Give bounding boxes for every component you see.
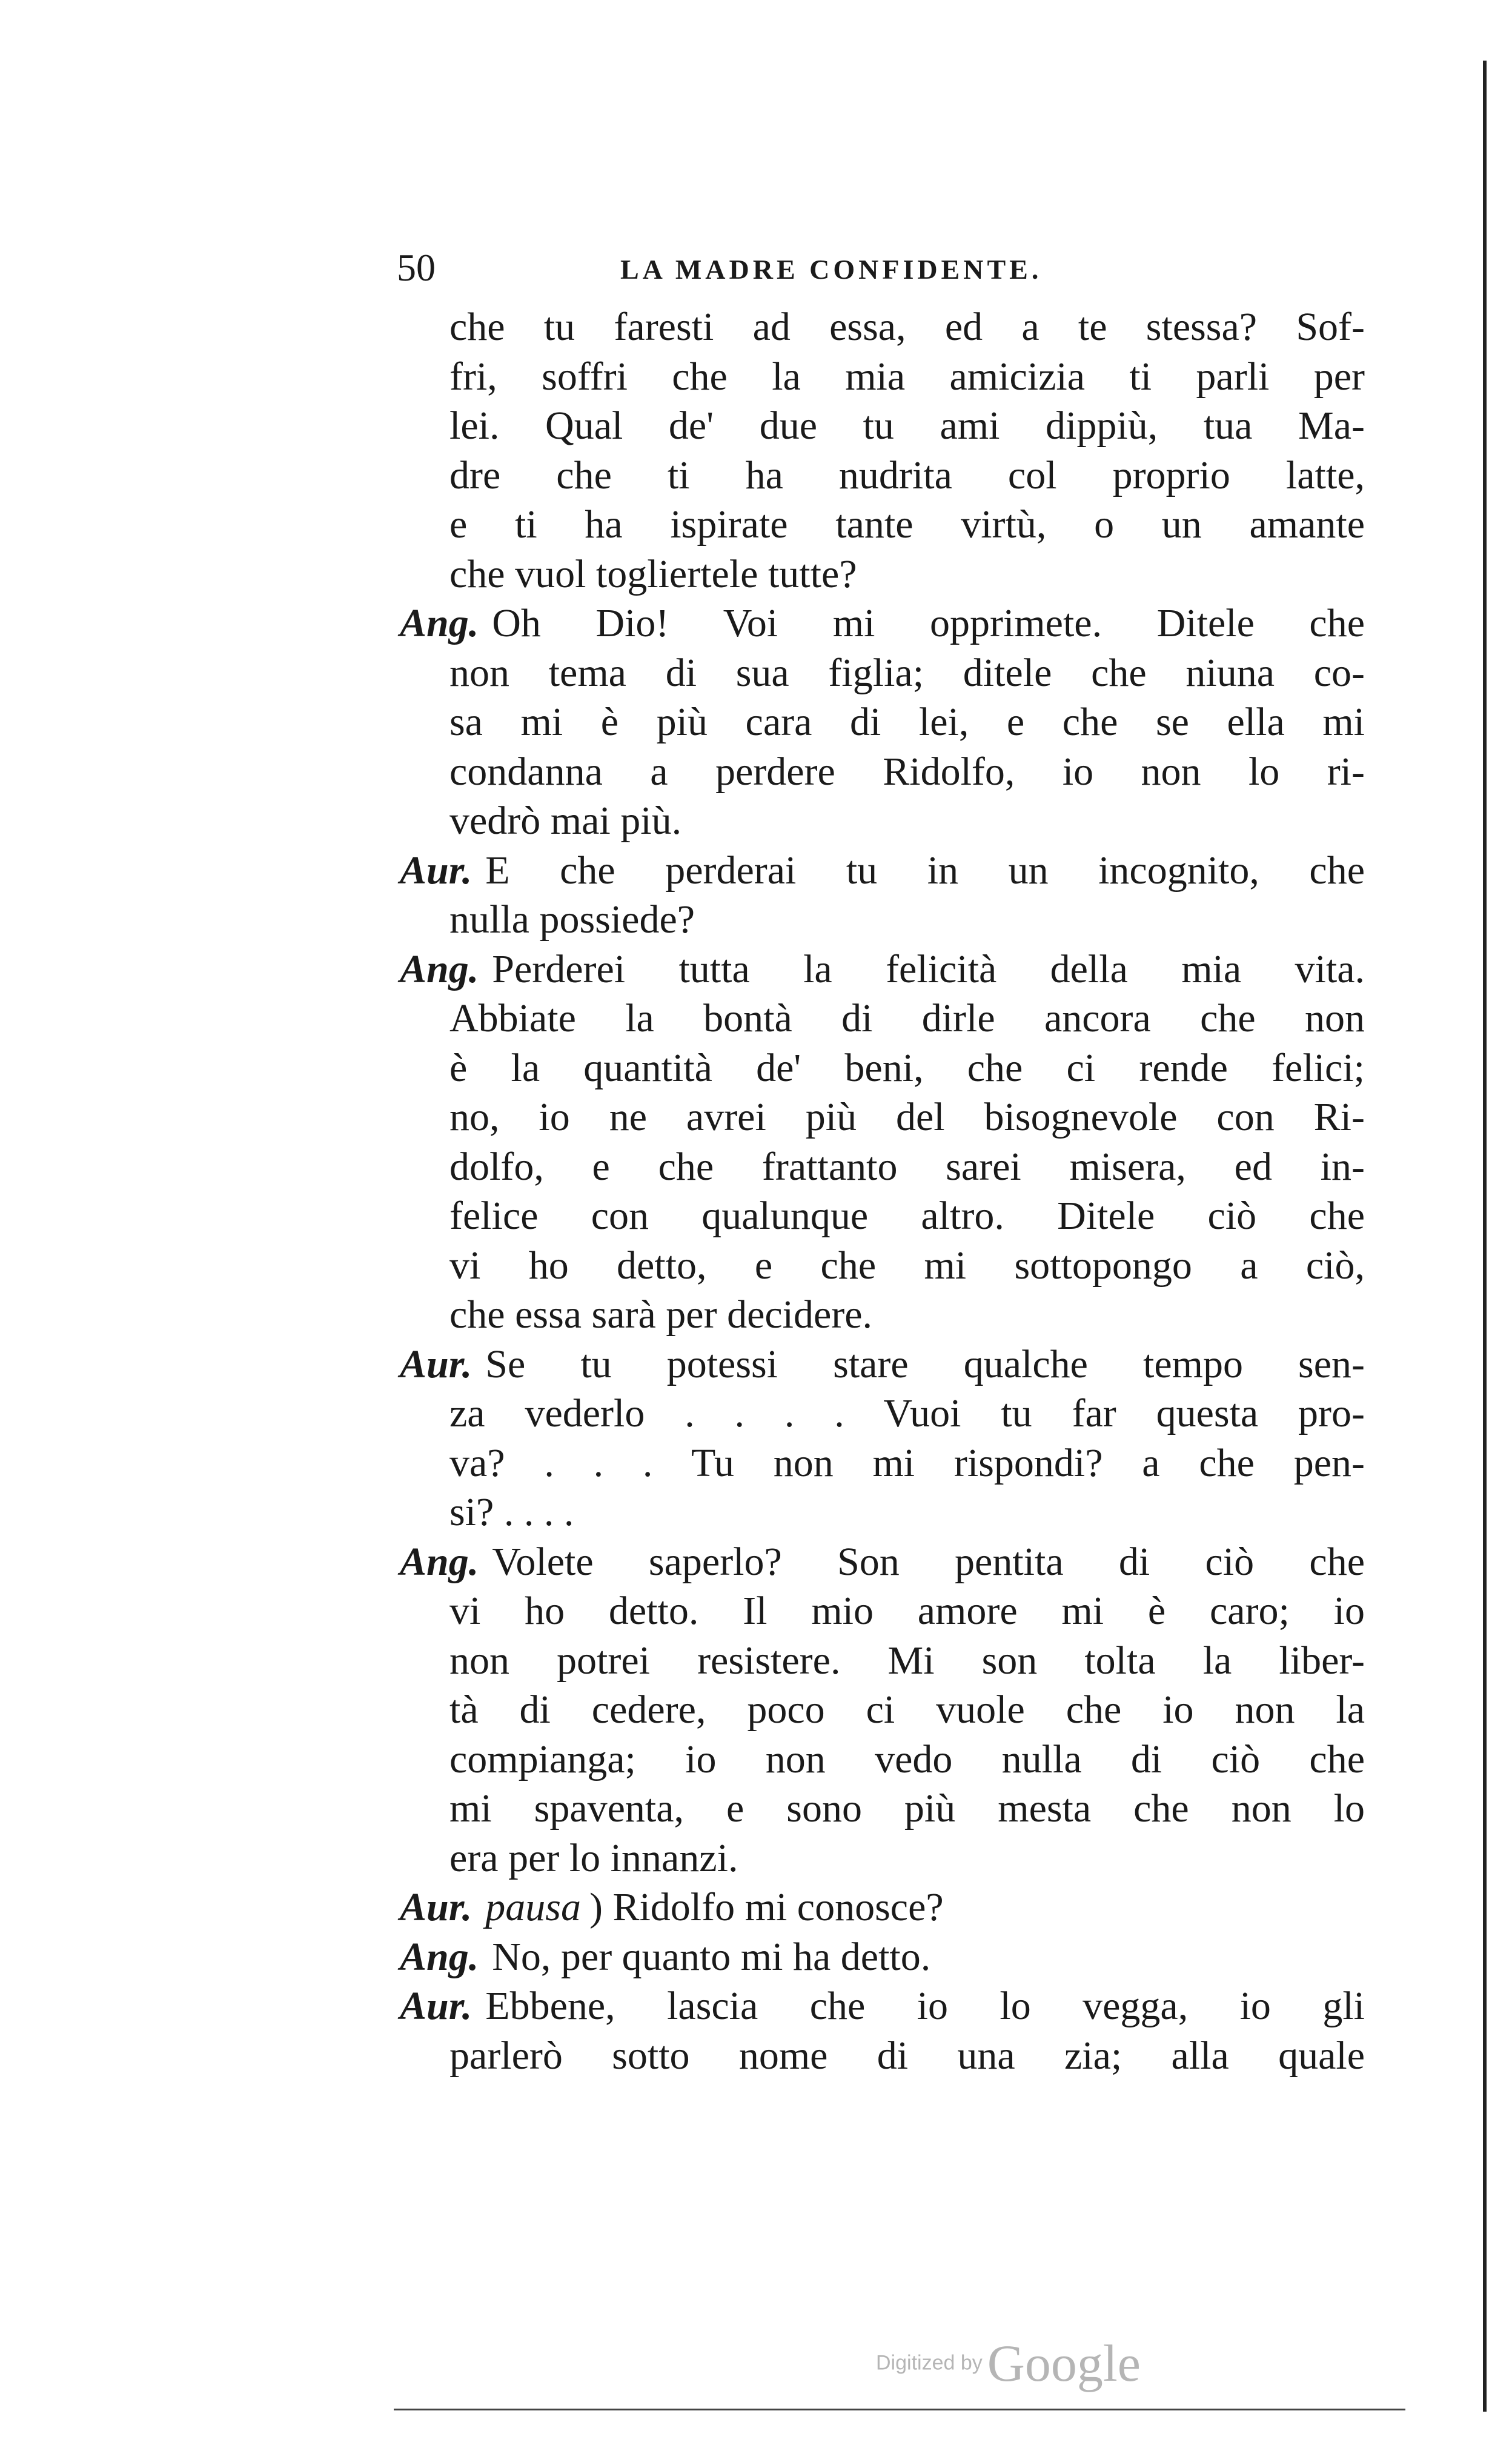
line-text: condanna a perdere Ridolfo, io non lo ri- xyxy=(449,749,1365,794)
text-line xyxy=(400,1340,1365,1389)
line-text: Ebbene, lascia che io lo vegga, io gli xyxy=(485,1984,1365,2028)
line-text: dolfo, e che frattanto sarei misera, ed in- xyxy=(449,1144,1365,1189)
text-line xyxy=(449,1636,1365,1686)
line-text: Volete saperlo? Son pentita di ciò che xyxy=(492,1539,1365,1584)
text-line xyxy=(400,599,1365,648)
line-text: ) Ridolfo mi conosce? xyxy=(589,1885,944,1929)
text-line xyxy=(449,697,1365,747)
line-text: Oh Dio! Voi mi opprimete. Ditele che xyxy=(492,601,1365,645)
text-line xyxy=(449,994,1365,1043)
line-text: non tema di sua figlia; ditele che niuna co- xyxy=(449,650,1365,695)
speaker-label: Aur. xyxy=(400,1885,472,1929)
text-line xyxy=(449,451,1365,501)
line-text: sa mi è più cara di lei, e che se ella mi xyxy=(449,700,1365,744)
text-line xyxy=(449,500,1365,550)
text-line xyxy=(449,401,1365,451)
line-text: No, per quanto mi ha detto. xyxy=(492,1934,931,1979)
digitized-by-label: Digitized by xyxy=(876,2351,983,2375)
text-line xyxy=(449,1043,1365,1093)
text-line xyxy=(449,895,1365,945)
line-text: non potrei resistere. Mi son tolta la liber- xyxy=(449,1638,1365,1683)
speaker-label: Ang. xyxy=(400,1539,479,1584)
text-line xyxy=(449,1586,1365,1636)
google-logo: Google xyxy=(987,2334,1141,2392)
stage-direction: pausa xyxy=(485,1885,581,1929)
line-text: tà di cedere, poco ci vuole che io non la xyxy=(449,1688,1365,1732)
line-text: nulla possiede? xyxy=(449,897,695,942)
speaker-label: Aur. xyxy=(400,848,472,893)
text-line xyxy=(449,1093,1365,1142)
page-edge-line xyxy=(1483,61,1487,2412)
text-line xyxy=(449,1488,1365,1537)
text-line xyxy=(449,1389,1365,1439)
line-text: felice con qualunque altro. Ditele ciò che xyxy=(449,1194,1365,1238)
text-line xyxy=(400,1537,1365,1587)
text-line xyxy=(449,550,1365,599)
text-line xyxy=(449,302,1365,352)
text-line xyxy=(449,1685,1365,1735)
running-title: LA MADRE CONFIDENTE. xyxy=(620,254,1043,285)
speaker-label: Ang. xyxy=(400,1934,479,1979)
text-line xyxy=(449,1241,1365,1291)
line-text: Se tu potessi stare qualche tempo sen- xyxy=(485,1342,1365,1386)
text-line xyxy=(449,747,1365,797)
line-text: fri, soffri che la mia amicizia ti parli per xyxy=(449,354,1365,399)
line-text: era per lo innanzi. xyxy=(449,1835,738,1880)
text-line xyxy=(400,846,1365,896)
line-text: che essa sarà per decidere. xyxy=(449,1292,873,1337)
text-line xyxy=(400,1981,1365,2031)
line-text: dre che ti ha nudrita col proprio latte, xyxy=(449,453,1365,497)
text-line xyxy=(449,2031,1365,2081)
line-text: Abbiate la bontà di dirle ancora che non xyxy=(449,996,1365,1040)
text-line xyxy=(449,1191,1365,1241)
speaker-label: Ang. xyxy=(400,601,479,645)
text-line xyxy=(400,1883,1365,1932)
line-text: va? . . . Tu non mi rispondi? a che pen- xyxy=(449,1440,1365,1485)
page-number: 50 xyxy=(397,246,436,289)
line-text: za vederlo . . . . Vuoi tu far questa pro- xyxy=(449,1391,1365,1435)
text-line xyxy=(449,1834,1365,1883)
text-line xyxy=(449,648,1365,698)
line-text: Perderei tutta la felicità della mia vita. xyxy=(492,946,1365,991)
line-text: mi spaventa, e sono più mesta che non lo xyxy=(449,1786,1365,1831)
line-text: è la quantità de' beni, che ci rende felici; xyxy=(449,1045,1365,1090)
text-line xyxy=(449,1290,1365,1340)
line-text: parlerò sotto nome di una zia; alla quale xyxy=(449,2033,1365,2078)
text-line xyxy=(449,1784,1365,1834)
text-line xyxy=(449,1735,1365,1784)
text-line xyxy=(449,796,1365,846)
line-text: vedrò mai più. xyxy=(449,799,682,843)
line-text: vi ho detto. Il mio amore mi è caro; io xyxy=(449,1589,1365,1633)
line-text: no, io ne avrei più del bisognevole con Ri- xyxy=(449,1095,1365,1139)
line-text: compianga; io non vedo nulla di ciò che xyxy=(449,1737,1365,1781)
text-line xyxy=(449,352,1365,402)
speaker-label: Aur. xyxy=(400,1984,472,2028)
line-text: che vuol togliertele tutte? xyxy=(449,551,857,596)
line-text: che tu faresti ad essa, ed a te stessa? Sof- xyxy=(449,305,1365,349)
line-text: lei. Qual de' due tu ami dippiù, tua Ma- xyxy=(449,404,1365,448)
digitized-by-google-watermark xyxy=(876,2333,1141,2393)
bottom-edge-line xyxy=(394,2409,1405,2410)
text-line xyxy=(449,1439,1365,1488)
line-text: e ti ha ispirate tante virtù, o un amante xyxy=(449,502,1365,547)
speaker-label: Aur. xyxy=(400,1342,472,1386)
text-line xyxy=(449,1142,1365,1192)
text-line xyxy=(400,1932,1365,1982)
text-line xyxy=(400,945,1365,994)
line-text: E che perderai tu in un incognito, che xyxy=(485,848,1365,893)
line-text: si? . . . . xyxy=(449,1490,574,1534)
line-text: vi ho detto, e che mi sottopongo a ciò, xyxy=(449,1243,1365,1288)
speaker-label: Ang. xyxy=(400,946,479,991)
